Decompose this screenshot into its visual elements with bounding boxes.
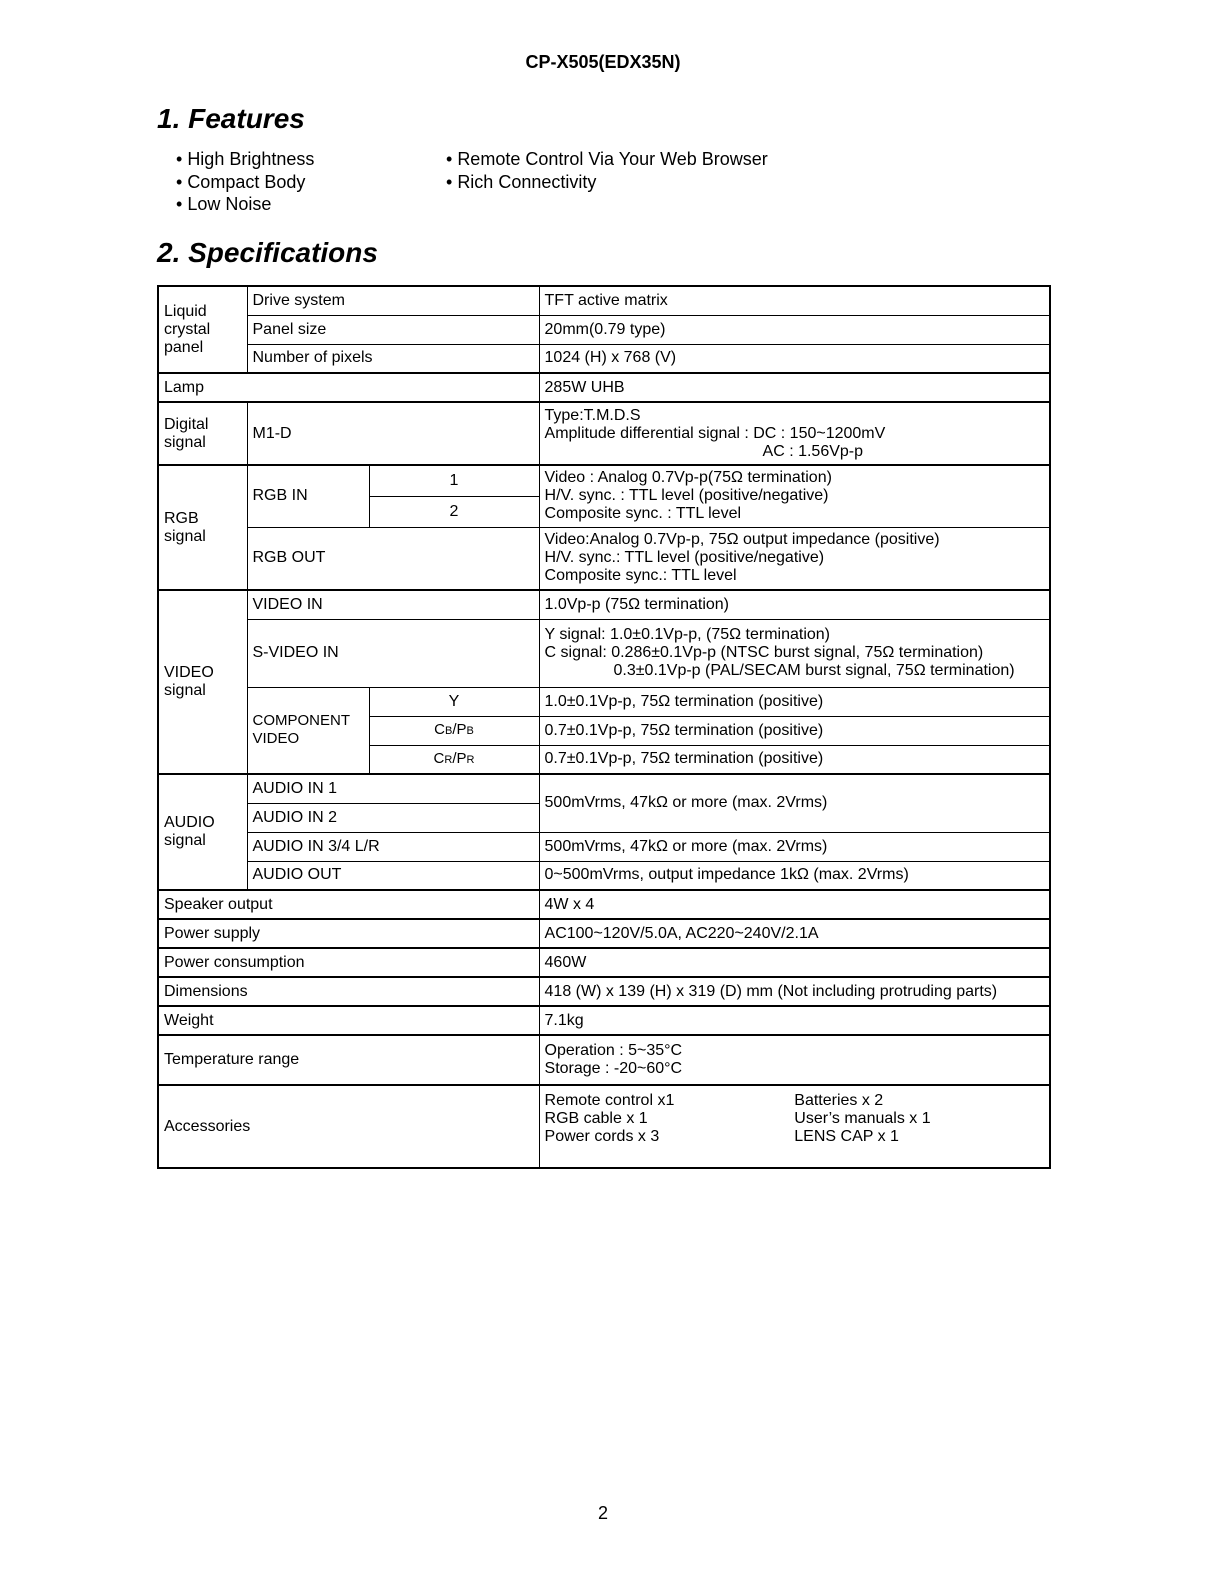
document-model-header: CP-X505(EDX35N) xyxy=(525,52,681,72)
feature-item: • Rich Connectivity xyxy=(446,171,768,194)
rgb-out-line: H/V. sync.: TTL level (positive/negative) xyxy=(544,549,825,567)
table-row xyxy=(158,832,1050,861)
audio-in34-value: 500mVrms, 47kΩ or more (max. 2Vrms) xyxy=(539,832,1050,861)
dimensions-label: Dimensions xyxy=(158,977,539,1006)
component-cr-pr-value: 0.7±0.1Vp-p, 75Ω termination (positive) xyxy=(539,745,1050,774)
features-column-right xyxy=(446,148,768,193)
component-cb-pb-label xyxy=(369,716,539,745)
svideo-line: 0.3±0.1Vp-p (PAL/SECAM burst signal, 75Ω termination) xyxy=(613,662,1015,679)
table-row xyxy=(158,344,1050,373)
weight-value: 7.1kg xyxy=(539,1006,1050,1035)
feature-item: • Compact Body xyxy=(176,171,314,194)
svideo-line: Y signal: 1.0±0.1Vp-p, (75Ω termination) xyxy=(544,626,830,643)
table-row xyxy=(158,373,1050,402)
svideo-in-value xyxy=(539,619,1050,687)
table-row xyxy=(158,619,1050,687)
accessories-column-left xyxy=(545,1092,795,1146)
panel-size-label: Panel size xyxy=(247,315,539,344)
audio-in1-label: AUDIO IN 1 xyxy=(247,774,539,803)
drive-system-value: TFT active matrix xyxy=(539,286,1050,315)
accessory-item: Remote control x1 xyxy=(544,1092,675,1109)
digital-signal-value xyxy=(539,402,1050,465)
cr-sub: R xyxy=(444,753,453,766)
audio-signal-label: AUDIO signal xyxy=(158,774,247,890)
accessory-item: LENS CAP x 1 xyxy=(794,1128,899,1145)
rgb-in-port-1: 1 xyxy=(369,465,539,496)
component-y-label: Y xyxy=(369,687,539,716)
rgb-out-line: Video:Analog 0.7Vp-p, 75Ω output impedance (positive) xyxy=(544,531,940,549)
table-row xyxy=(158,1085,1050,1168)
cb-slash: /P xyxy=(452,721,467,738)
cb-main: C xyxy=(434,721,445,738)
feature-item: • High Brightness xyxy=(176,148,314,171)
table-row xyxy=(158,1006,1050,1035)
rgb-out-label: RGB OUT xyxy=(247,527,539,590)
svideo-line: C signal: 0.286±0.1Vp-p (NTSC burst signal, 75Ω termination) xyxy=(544,644,984,661)
rgb-signal-label: RGB signal xyxy=(158,465,247,590)
audio-in2-label: AUDIO IN 2 xyxy=(247,803,539,832)
table-row xyxy=(158,286,1050,315)
audio-in34-label: AUDIO IN 3/4 L/R xyxy=(247,832,539,861)
video-in-label: VIDEO IN xyxy=(247,590,539,619)
table-row xyxy=(158,687,1050,716)
table-row xyxy=(158,774,1050,803)
digital-signal-label: Digital signal xyxy=(158,402,247,465)
power-consumption-value: 460W xyxy=(539,948,1050,977)
table-row xyxy=(158,590,1050,619)
m1d-label: M1-D xyxy=(247,402,539,465)
rgb-in-line: Composite sync. : TTL level xyxy=(544,505,742,523)
audio-in12-value: 500mVrms, 47kΩ or more (max. 2Vrms) xyxy=(539,774,1050,832)
specifications-table xyxy=(157,285,1051,1169)
audio-out-label: AUDIO OUT xyxy=(247,861,539,890)
table-row xyxy=(158,315,1050,344)
temperature-line: Storage : -20~60°C xyxy=(544,1060,683,1077)
speaker-value: 4W x 4 xyxy=(539,890,1050,919)
power-consumption-label: Power consumption xyxy=(158,948,539,977)
video-signal-label: VIDEO signal xyxy=(158,590,247,774)
feature-item: • Low Noise xyxy=(176,193,314,216)
table-row xyxy=(158,977,1050,1006)
panel-size-value: 20mm(0.79 type) xyxy=(539,315,1050,344)
video-in-value: 1.0Vp-p (75Ω termination) xyxy=(539,590,1050,619)
accessories-column-right xyxy=(794,1092,1044,1146)
accessory-item: Power cords x 3 xyxy=(544,1128,660,1145)
table-row xyxy=(158,527,1050,590)
digital-line: Type:T.M.D.S xyxy=(544,406,641,424)
page-number: 2 xyxy=(597,1503,608,1523)
accessories-value xyxy=(539,1085,1050,1168)
table-row xyxy=(158,861,1050,890)
accessory-item: Batteries x 2 xyxy=(794,1092,884,1109)
table-row xyxy=(158,402,1050,465)
pixels-value: 1024 (H) x 768 (V) xyxy=(539,344,1050,373)
pb-sub: B xyxy=(466,725,474,737)
cr-slash: /P xyxy=(452,749,467,767)
table-row xyxy=(158,919,1050,948)
rgb-out-line: Composite sync.: TTL level xyxy=(544,567,737,585)
component-cr-pr-label xyxy=(369,745,539,774)
table-row xyxy=(158,948,1050,977)
rgb-in-line: Video : Analog 0.7Vp-p(75Ω termination) xyxy=(544,469,832,487)
component-cb-pb-value: 0.7±0.1Vp-p, 75Ω termination (positive) xyxy=(539,716,1050,745)
pixels-label: Number of pixels xyxy=(247,344,539,373)
table-row xyxy=(158,465,1050,496)
rgb-in-label: RGB IN xyxy=(247,465,369,527)
pr-sub: R xyxy=(466,753,475,766)
drive-system-label: Drive system xyxy=(247,286,539,315)
power-supply-label: Power supply xyxy=(158,919,539,948)
digital-line: Amplitude differential signal : DC : 150~1200mV xyxy=(544,424,886,442)
accessories-label: Accessories xyxy=(158,1085,539,1168)
accessory-item: RGB cable x 1 xyxy=(544,1110,648,1127)
features-heading: 1. Features xyxy=(157,103,305,134)
rgb-in-line: H/V. sync. : TTL level (positive/negative) xyxy=(544,487,829,505)
table-row xyxy=(158,890,1050,919)
audio-out-value: 0~500mVrms, output impedance 1kΩ (max. 2Vrms) xyxy=(539,861,1050,890)
features-column-left xyxy=(176,148,314,216)
component-y-value: 1.0±0.1Vp-p, 75Ω termination (positive) xyxy=(539,687,1050,716)
cb-sub: B xyxy=(444,725,453,737)
rgb-out-value xyxy=(539,527,1050,590)
lamp-label: Lamp xyxy=(158,373,539,402)
svideo-in-label: S-VIDEO IN xyxy=(247,619,539,687)
speaker-label: Speaker output xyxy=(158,890,539,919)
component-video-label: COMPONENT VIDEO xyxy=(247,687,369,774)
temperature-label: Temperature range xyxy=(158,1035,539,1085)
digital-line: AC : 1.56Vp-p xyxy=(762,442,864,460)
power-supply-value: AC100~120V/5.0A, AC220~240V/2.1A xyxy=(539,919,1050,948)
dimensions-value: 418 (W) x 139 (H) x 319 (D) mm (Not including protruding parts) xyxy=(539,977,1050,1006)
cr-main: C xyxy=(433,749,445,767)
lamp-value: 285W UHB xyxy=(539,373,1050,402)
feature-item: • Remote Control Via Your Web Browser xyxy=(446,148,768,171)
temperature-value xyxy=(539,1035,1050,1085)
lcd-label: Liquid crystal panel xyxy=(158,286,247,373)
weight-label: Weight xyxy=(158,1006,539,1035)
rgb-in-value xyxy=(539,465,1050,527)
rgb-in-port-2: 2 xyxy=(369,496,539,527)
temperature-line: Operation : 5~35°C xyxy=(544,1042,683,1059)
specifications-heading: 2. Specifications xyxy=(157,237,378,268)
table-row xyxy=(158,1035,1050,1085)
accessory-item: User’s manuals x 1 xyxy=(794,1110,931,1127)
